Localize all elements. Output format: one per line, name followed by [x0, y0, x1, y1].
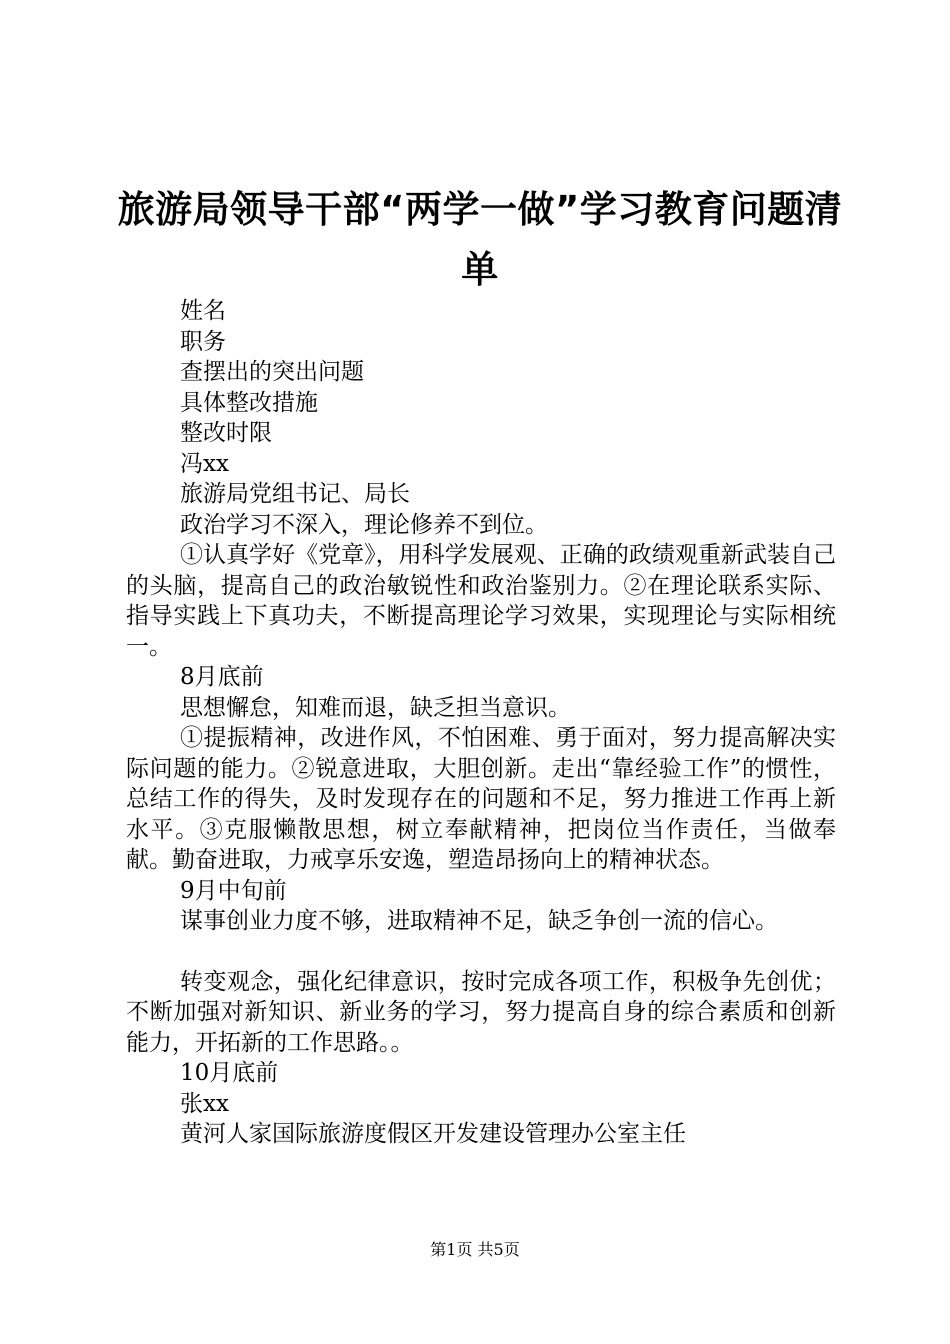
deadline-3: 10月底前: [180, 1060, 279, 1086]
field-label-name: 姓名: [180, 298, 226, 324]
document-title: 旅游局领导干部“两学一做”学习教育问题清单: [117, 188, 843, 291]
page-footer: 第1页 共5页: [430, 1240, 520, 1259]
blank-line: [126, 937, 836, 967]
deadline-1: 8月底前: [180, 664, 264, 690]
person-2-name: 张xx: [180, 1090, 229, 1117]
person-1-position: 旅游局党组书记、局长: [180, 481, 410, 507]
field-label-position: 职务: [180, 328, 226, 355]
person-2-position: 黄河人家国际旅游度假区开发建设管理办公室主任: [180, 1121, 686, 1147]
field-label-deadline: 整改时限: [180, 420, 272, 446]
person-1-name: 冯xx: [180, 450, 229, 477]
measures-3: 转变观念，强化纪律意识，按时完成各项工作，积极争先创优；不断加强对新知识、新业务的学习，努力提高自身的综合素质和创新能力，开拓新的工作思路。。: [126, 968, 836, 1056]
document-body: [126, 296, 836, 1150]
problem-1: 政治学习不深入，理论修养不到位。: [180, 511, 548, 538]
measures-2: ①提振精神，改进作风，不怕困难、勇于面对，努力提高解决实际问题的能力。②锐意进取，大胆创新。走出“靠经验工作”的惯性，总结工作的得失，及时发现存在的问题和不足，努力推进工作再上新水平。③克服懒散思想，树立奉献精神，把岗位当作责任，当做奉献。勤奋进取，力戒享乐安逸，塑造昂扬向上的精神状态。: [126, 725, 836, 873]
measures-1: ①认真学好《党章》，用科学发展观、正确的政绩观重新武装自己的头脑，提高自己的政治敏锐性和政治鉴别力。②在理论联系实际、指导实践上下真功夫，不断提高理论学习效果，实现理论与实际相统一。: [126, 542, 836, 660]
field-label-measures: 具体整改措施: [180, 389, 318, 416]
deadline-2: 9月中旬前: [180, 877, 287, 904]
problem-2: 思想懈怠，知难而退，缺乏担当意识。: [180, 694, 571, 721]
problem-3: 谋事创业力度不够，进取精神不足，缺乏争创一流的信心。: [180, 908, 778, 934]
field-label-problems: 查摆出的突出问题: [180, 359, 364, 385]
